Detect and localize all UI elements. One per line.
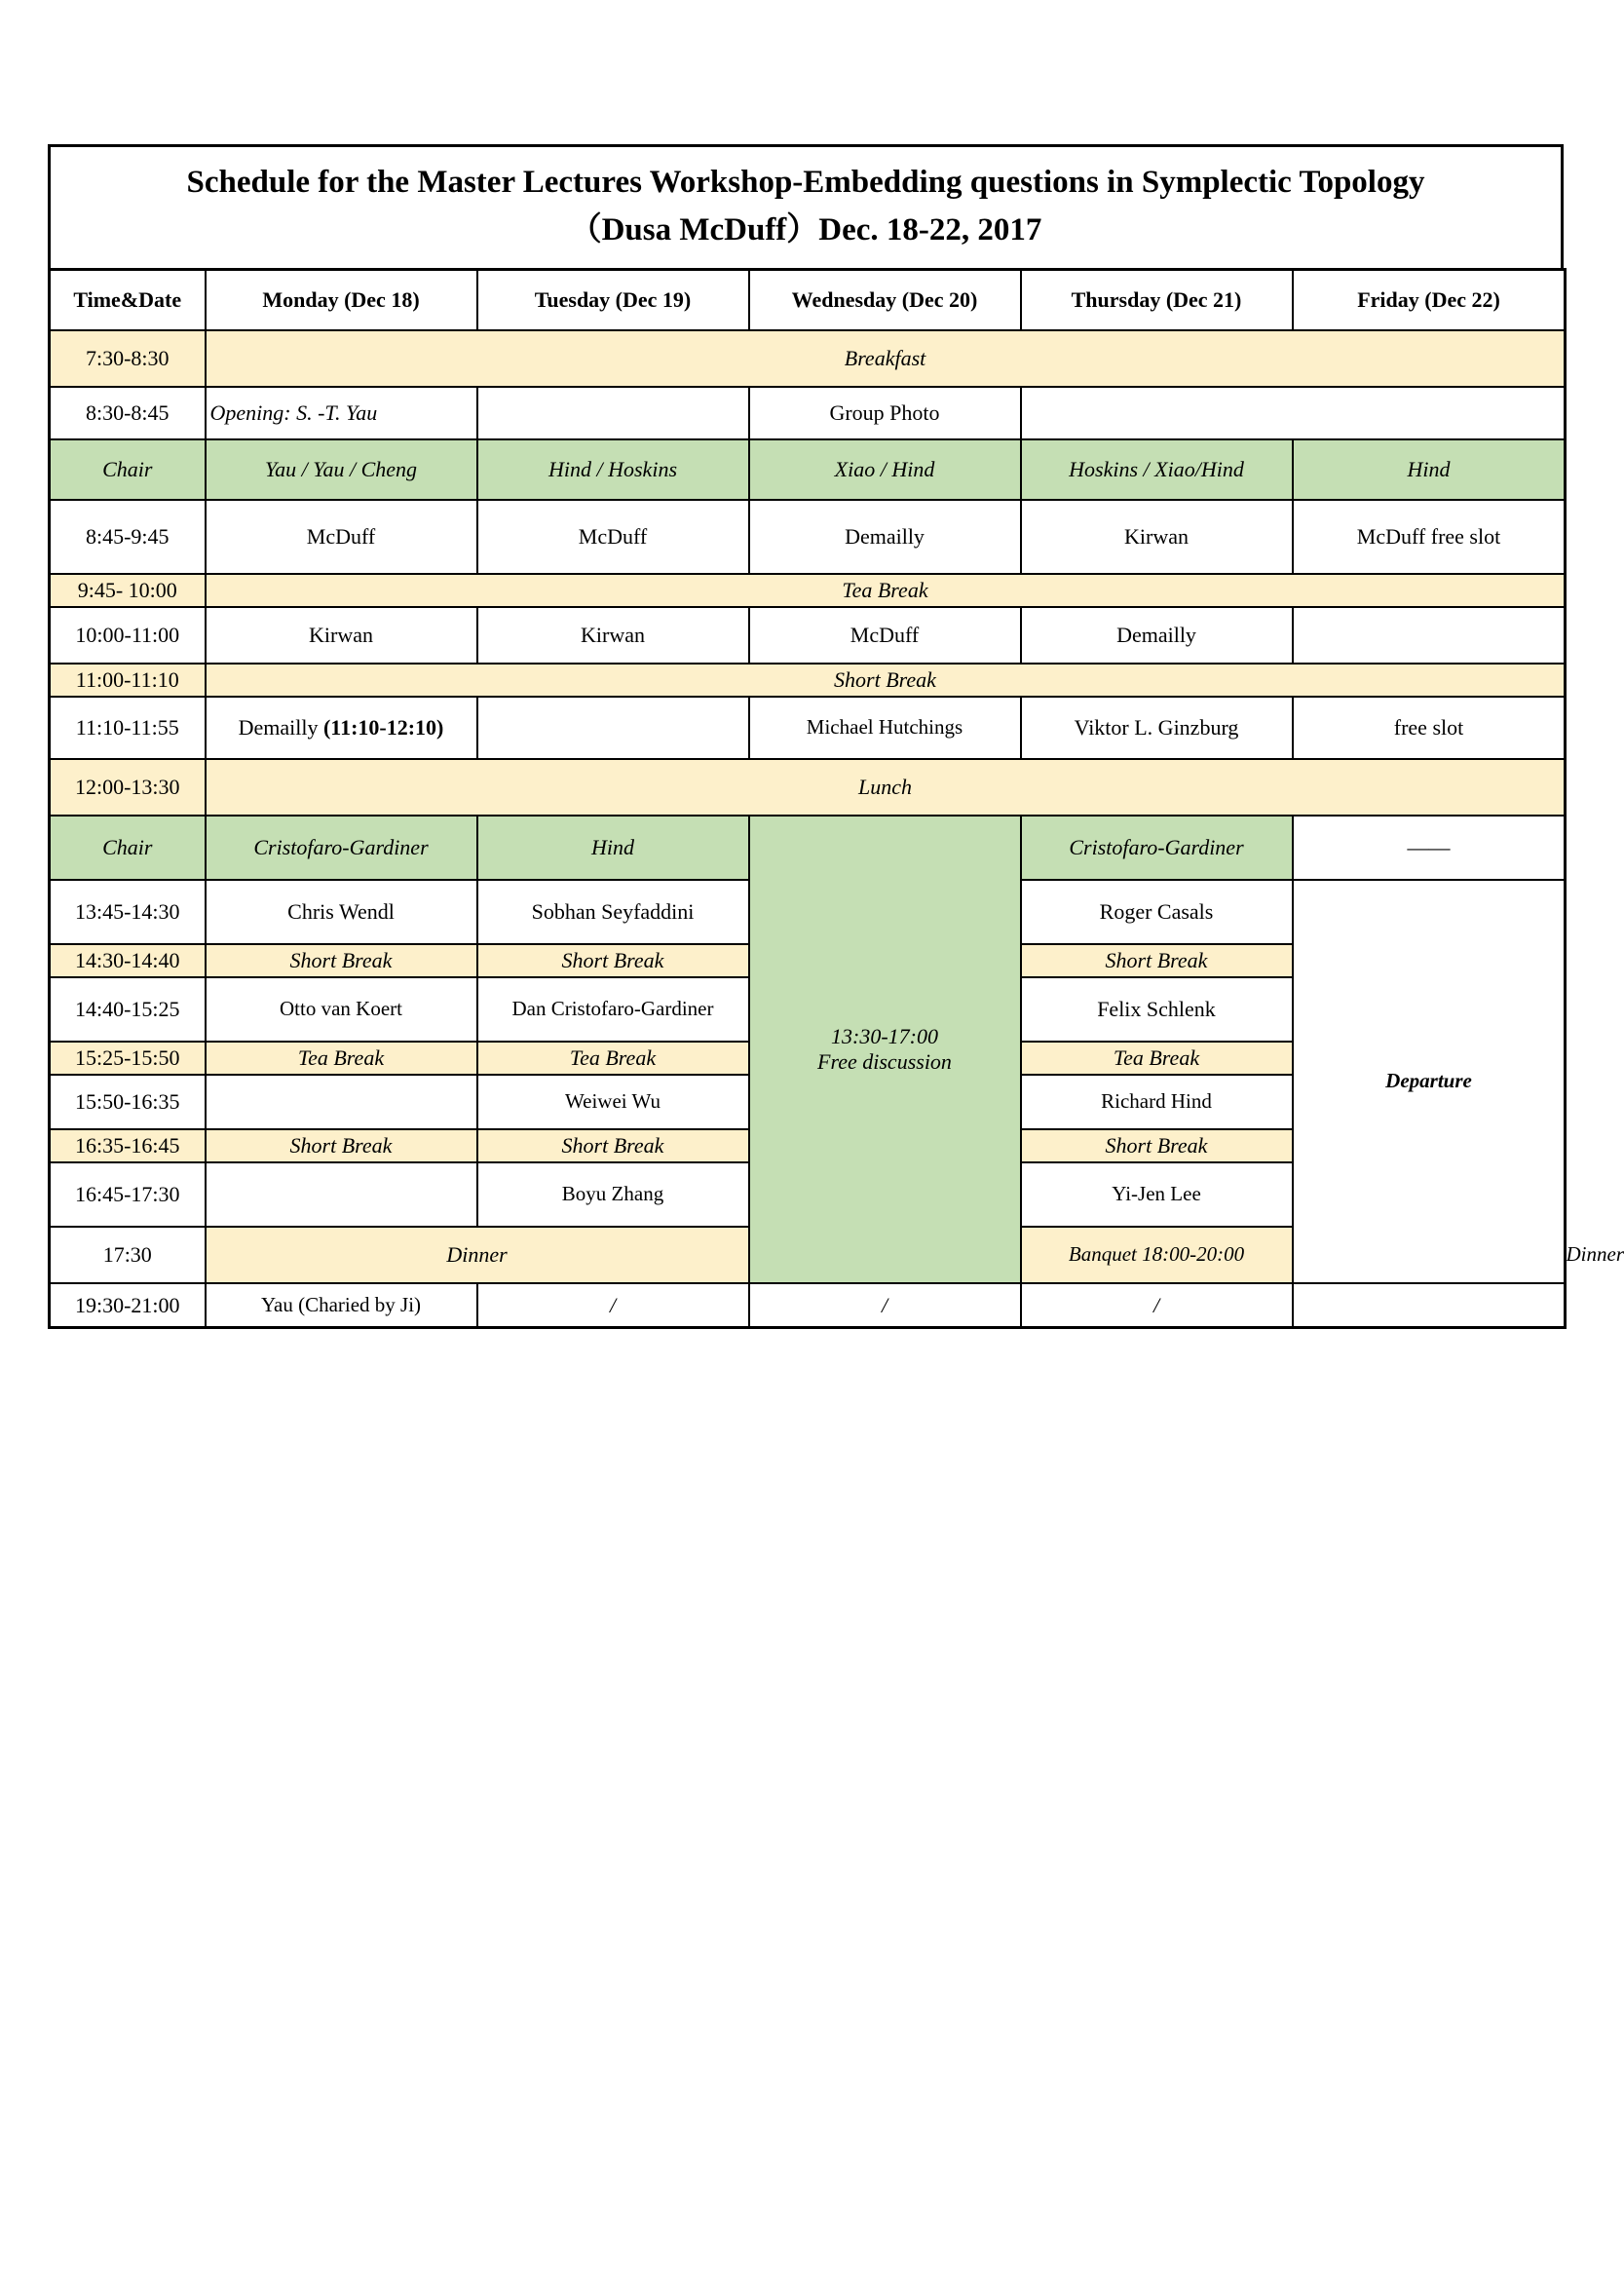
free-discussion-label: Free discussion: [817, 1048, 952, 1074]
empty-cell: [206, 1075, 477, 1129]
chair-thursday: Hoskins / Xiao/Hind: [1021, 439, 1293, 500]
speaker-cell: Richard Hind: [1021, 1075, 1293, 1129]
dinner-cell: Dinner: [206, 1227, 749, 1283]
empty-cell: [1021, 387, 1566, 439]
time-cell: 15:25-15:50: [50, 1042, 206, 1075]
time-cell: 19:30-21:00: [50, 1283, 206, 1328]
empty-cell: [1293, 1283, 1566, 1328]
row-lunch: [50, 759, 1566, 816]
chair-monday: Cristofaro-Gardiner: [206, 816, 477, 880]
breakfast-cell: Breakfast: [206, 330, 1566, 387]
title-line-2: （Dusa McDuff）Dec. 18-22, 2017: [569, 212, 1042, 247]
chair-tuesday: Hind / Hoskins: [477, 439, 749, 500]
empty-cell: [1293, 607, 1566, 664]
speaker-cell: Felix Schlenk: [1021, 977, 1293, 1042]
header-tuesday: Tuesday (Dec 19): [477, 270, 749, 330]
time-cell: 11:00-11:10: [50, 664, 206, 697]
row-tea-break-am: [50, 574, 1566, 607]
row-evening: [50, 1283, 1566, 1328]
row-chair-am: [50, 439, 1566, 500]
evening-monday: Yau (Charied by Ji): [206, 1283, 477, 1328]
break-cell: Short Break: [477, 944, 749, 977]
header-monday: Monday (Dec 18): [206, 270, 477, 330]
speaker-cell: Kirwan: [206, 607, 477, 664]
chair-tuesday: Hind: [477, 816, 749, 880]
break-cell: Short Break: [1021, 944, 1293, 977]
header-row: [50, 270, 1566, 330]
speaker-cell: Sobhan Seyfaddini: [477, 880, 749, 944]
free-discussion-time: 13:30-17:00: [831, 1024, 938, 1049]
time-cell: 8:45-9:45: [50, 500, 206, 574]
speaker-cell: Demailly: [749, 500, 1021, 574]
break-cell: Short Break: [477, 1129, 749, 1162]
schedule-table: [48, 268, 1624, 1329]
speaker-cell: Viktor L. Ginzburg: [1021, 697, 1293, 759]
chair-friday: Hind: [1293, 439, 1566, 500]
speaker-cell: Kirwan: [477, 607, 749, 664]
empty-cell: [477, 387, 749, 439]
speaker-cell: Chris Wendl: [206, 880, 477, 944]
header-thursday: Thursday (Dec 21): [1021, 270, 1293, 330]
header-wednesday: Wednesday (Dec 20): [749, 270, 1021, 330]
speaker-cell: McDuff: [749, 607, 1021, 664]
row-short-break-am: [50, 664, 1566, 697]
chair-thursday: Cristofaro-Gardiner: [1021, 816, 1293, 880]
time-cell: 13:45-14:30: [50, 880, 206, 944]
chair-wednesday: Xiao / Hind: [749, 439, 1021, 500]
chair-label: Chair: [50, 816, 206, 880]
time-cell: 10:00-11:00: [50, 607, 206, 664]
free-discussion-cell: [749, 816, 1021, 1283]
speaker-cell: Otto van Koert: [206, 977, 477, 1042]
speaker-time: (11:10-12:10): [322, 714, 444, 740]
opening-cell: Opening: S. -T. Yau: [206, 387, 477, 439]
break-cell: Short Break: [206, 944, 477, 977]
row-breakfast: [50, 330, 1566, 387]
time-cell: 15:50-16:35: [50, 1075, 206, 1129]
speaker-cell: [206, 697, 477, 759]
row-opening: [50, 387, 1566, 439]
time-cell: 16:35-16:45: [50, 1129, 206, 1162]
evening-wednesday: /: [749, 1283, 1021, 1328]
speaker-cell: free slot: [1293, 697, 1566, 759]
header-time-date: Time&Date: [50, 270, 206, 330]
group-photo-cell: Group Photo: [749, 387, 1021, 439]
time-cell: 14:30-14:40: [50, 944, 206, 977]
speaker-cell: McDuff: [477, 500, 749, 574]
time-cell: 12:00-13:30: [50, 759, 206, 816]
time-cell: 14:40-15:25: [50, 977, 206, 1042]
break-cell: Tea Break: [477, 1042, 749, 1075]
break-cell: Tea Break: [1021, 1042, 1293, 1075]
row-chair-pm: [50, 816, 1566, 880]
speaker-cell: Boyu Zhang: [477, 1162, 749, 1227]
time-cell: 17:30: [50, 1227, 206, 1283]
time-cell: 16:45-17:30: [50, 1162, 206, 1227]
chair-label: Chair: [50, 439, 206, 500]
empty-cell: [206, 1162, 477, 1227]
speaker-cell: Demailly: [1021, 607, 1293, 664]
speaker-cell: McDuff: [206, 500, 477, 574]
evening-tuesday: /: [477, 1283, 749, 1328]
chair-friday: ——: [1293, 816, 1566, 880]
row-dinner: 17:30 Dinner Banquet 18:00-20:00 Dinner: [50, 1227, 1566, 1283]
speaker-cell: McDuff free slot: [1293, 500, 1566, 574]
break-cell: Short Break: [1021, 1129, 1293, 1162]
speaker-cell: Dan Cristofaro-Gardiner: [477, 977, 749, 1042]
empty-cell: [477, 697, 749, 759]
speaker-name: Demailly: [238, 714, 319, 740]
time-cell: 8:30-8:45: [50, 387, 206, 439]
row-session-1: [50, 500, 1566, 574]
speaker-cell: Kirwan: [1021, 500, 1293, 574]
speaker-cell: Roger Casals: [1021, 880, 1293, 944]
break-cell: Tea Break: [206, 1042, 477, 1075]
speaker-cell: Yi-Jen Lee: [1021, 1162, 1293, 1227]
row-session-2: [50, 607, 1566, 664]
title-line-1: Schedule for the Master Lectures Workshop-Embedding questions in Symplectic Topology: [186, 165, 1425, 200]
tea-break-cell: Tea Break: [206, 574, 1566, 607]
chair-monday: Yau / Yau / Cheng: [206, 439, 477, 500]
break-cell: Short Break: [206, 1129, 477, 1162]
banquet-cell: Banquet 18:00-20:00: [1021, 1227, 1293, 1283]
speaker-cell: Weiwei Wu: [477, 1075, 749, 1129]
short-break-cell: Short Break: [206, 664, 1566, 697]
schedule-document: [48, 144, 1624, 1329]
time-cell: 7:30-8:30: [50, 330, 206, 387]
speaker-cell: Michael Hutchings: [749, 697, 1021, 759]
schedule-title: [48, 144, 1564, 268]
evening-thursday: /: [1021, 1283, 1293, 1328]
time-cell: 11:10-11:55: [50, 697, 206, 759]
header-friday: Friday (Dec 22): [1293, 270, 1566, 330]
time-cell: 9:45- 10:00: [50, 574, 206, 607]
row-session-3: [50, 697, 1566, 759]
departure-cell: Departure: [1293, 880, 1566, 1283]
lunch-cell: Lunch: [206, 759, 1566, 816]
